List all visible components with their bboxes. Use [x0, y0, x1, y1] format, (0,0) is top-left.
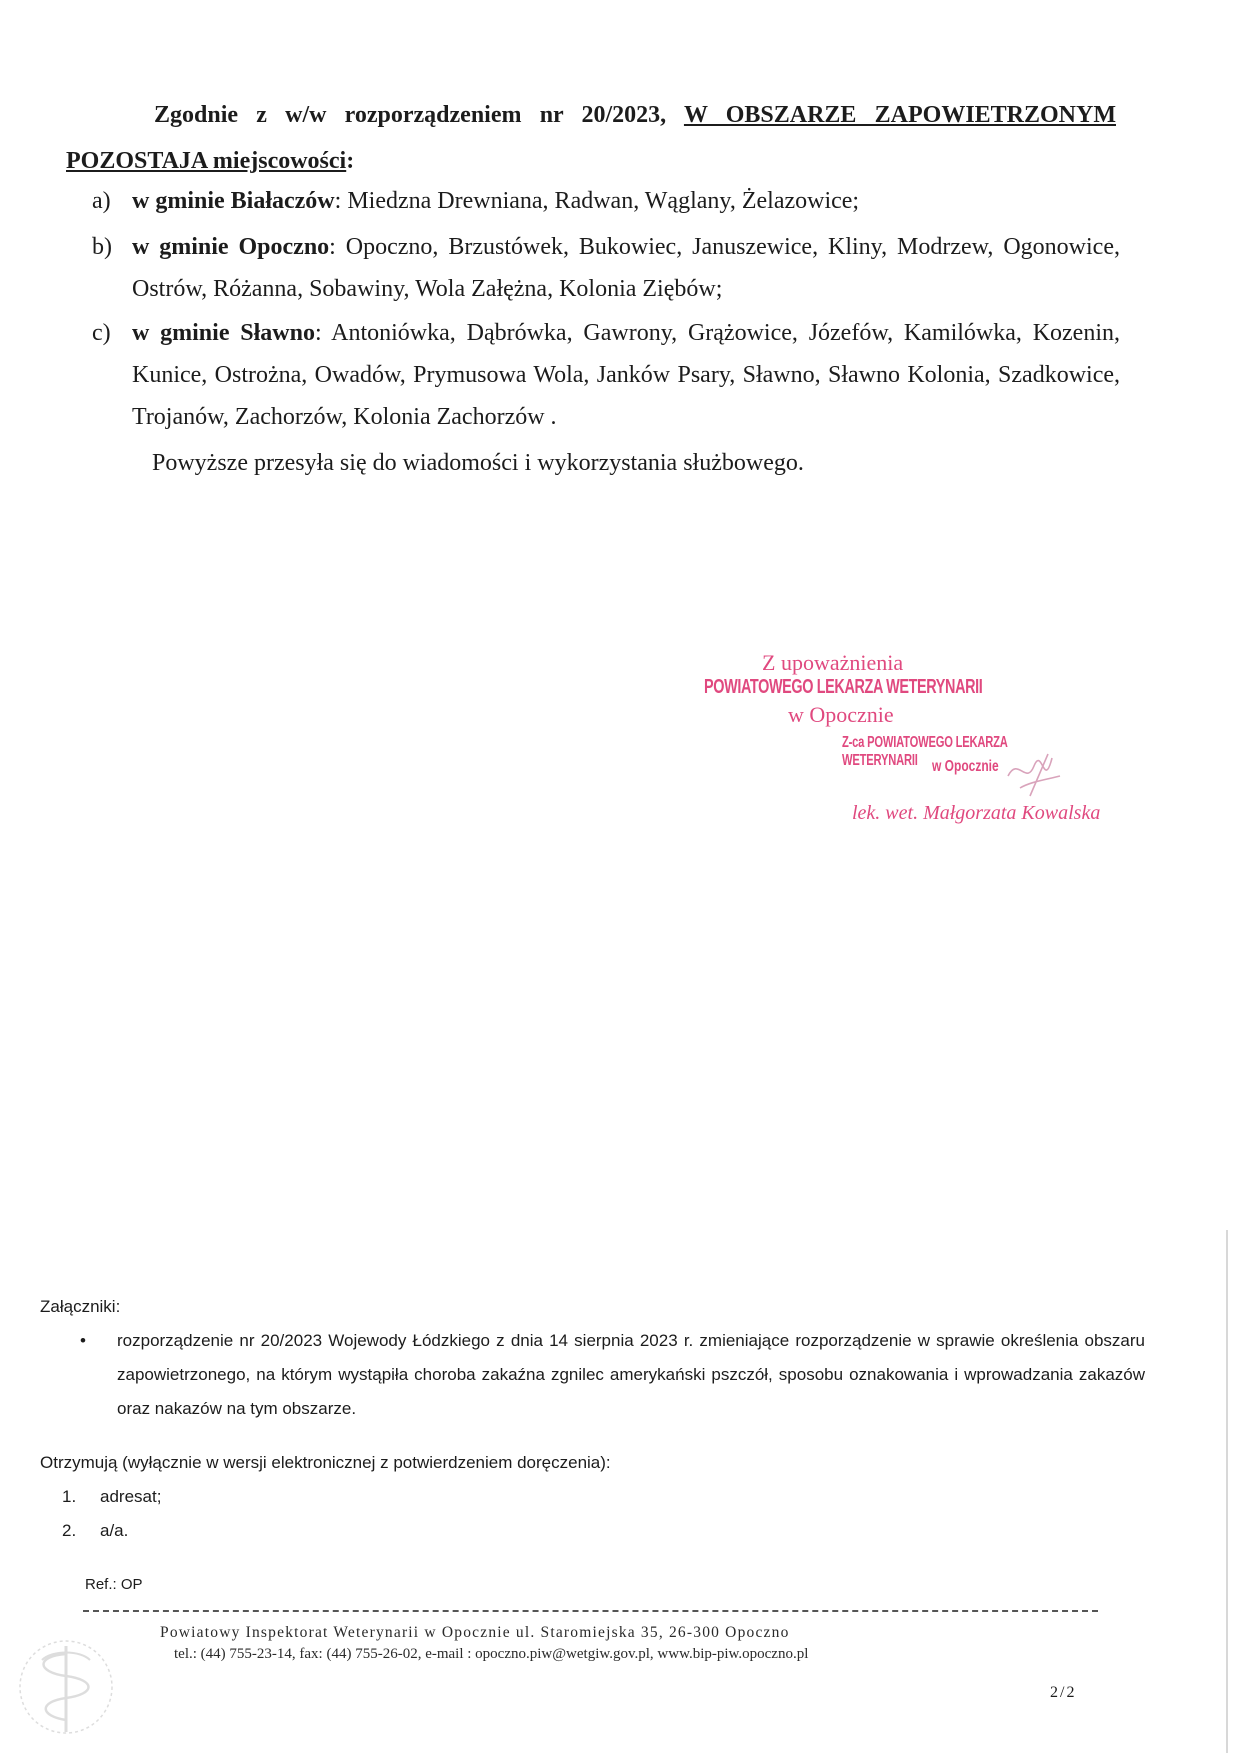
stamp-line: Z upoważnienia [762, 650, 904, 675]
authorization-stamp [700, 650, 1120, 830]
recipient-text: adresat; [100, 1487, 162, 1506]
separator: : [329, 234, 346, 260]
footer [160, 1624, 1120, 1663]
intro-underlined-1: W OBSZARZE ZAPOWIETRZONYM [683, 102, 1116, 128]
reference-code: Ref.: OP [85, 1576, 143, 1593]
intro-text: Zgodnie z w/w rozporządzeniem nr 20/2023, [154, 102, 684, 128]
attachment-text: rozporządzenie nr 20/2023 Wojewody Łódzkiego z dnia 14 sierpnia 2023 r. zmieniające rozporządzenie w sprawie określenia obszaru zapowietrzonego, na którym wystąpiła choroba zakaźna zgnilec amerykański pszczół, sposobu oznakowania i wprowadzania zakazów oraz nakazów na tym obszarze. [117, 1331, 1145, 1418]
attachments-section [40, 1290, 1145, 1426]
stamp-line: POWIATOWEGO LEKARZA WETERYNARII [704, 676, 983, 698]
stamp-line: w Opocznie [932, 758, 999, 775]
scan-edge [1226, 1230, 1228, 1753]
stamp-line: w Opocznie [788, 702, 894, 727]
recipient-item [40, 1480, 840, 1514]
footer-address: Powiatowy Inspektorat Weterynarii w Opocznie ul. Staromiejska 35, 26-300 Opoczno [160, 1624, 790, 1641]
municipality-places: Opoczno, Brzustówek, Bukowiec, Januszewice, Kliny, Modrzew, Ogonowice, Ostrów, Różanna, Sobawiny, Wola Załężna, Kolonia Ziębów; [132, 234, 1120, 302]
stamp-line: Z-ca POWIATOWEGO LEKARZA WETERYNARII [842, 734, 1008, 769]
list-marker: a) [92, 188, 111, 214]
attachment-item [40, 1324, 1145, 1426]
municipality-places: Miedzna Drewniana, Radwan, Wąglany, Żelazowice; [347, 188, 860, 214]
recipient-item [40, 1514, 840, 1548]
closing-sentence: Powyższe przesyła się do wiadomości i wykorzystania służbowego. [152, 450, 804, 476]
bullet-icon: • [80, 1331, 86, 1350]
stamp-signatory: lek. wet. Małgorzata Kowalska [852, 802, 1101, 824]
municipality-places: Antoniówka, Dąbrówka, Gawrony, Grążowice, Józefów, Kamilówka, Kozenin, Kunice, Ostrożna, Owadów, Prymusowa Wola, Janków Psary, Sławno, Sławno Kolonia, Szadkowice, Trojanów, Zachorzów, Kolonia Zachorzów . [132, 320, 1120, 430]
intro-underlined-2: POZOSTAJA miejscowości [66, 148, 347, 174]
recipients-heading: Otrzymują (wyłącznie w wersji elektronicznej z potwierdzeniem doręczenia): [40, 1453, 611, 1472]
footer-divider [83, 1610, 1098, 1612]
separator: : [334, 188, 348, 214]
list-marker: b) [92, 234, 112, 260]
municipality-list [92, 180, 1120, 438]
list-item [92, 312, 1120, 438]
recipient-number: 2. [62, 1521, 77, 1540]
municipality-label: w gminie Sławno [132, 320, 315, 346]
intro-paragraph [66, 92, 1116, 184]
intro-colon: : [346, 148, 355, 174]
list-item [92, 226, 1120, 310]
recipient-number: 1. [62, 1487, 77, 1506]
list-item [92, 180, 1120, 222]
municipality-label: w gminie Białaczów [132, 188, 335, 214]
recipients-section [40, 1446, 840, 1548]
footer-contact: tel.: (44) 755-23-14, fax: (44) 755-26-02, e-mail : opoczno.piw@wetgiw.gov.pl, www.bip-piw.opoczno.pl [174, 1646, 809, 1662]
list-marker: c) [92, 320, 111, 346]
separator: : [314, 320, 332, 346]
attachments-heading: Załączniki: [40, 1297, 121, 1316]
handwritten-signature [1000, 746, 1070, 806]
recipient-text: a/a. [100, 1521, 129, 1540]
municipality-label: w gminie Opoczno [132, 234, 330, 260]
page-number: 2/2 [1050, 1684, 1077, 1701]
veterinary-caduceus-icon [16, 1632, 116, 1742]
